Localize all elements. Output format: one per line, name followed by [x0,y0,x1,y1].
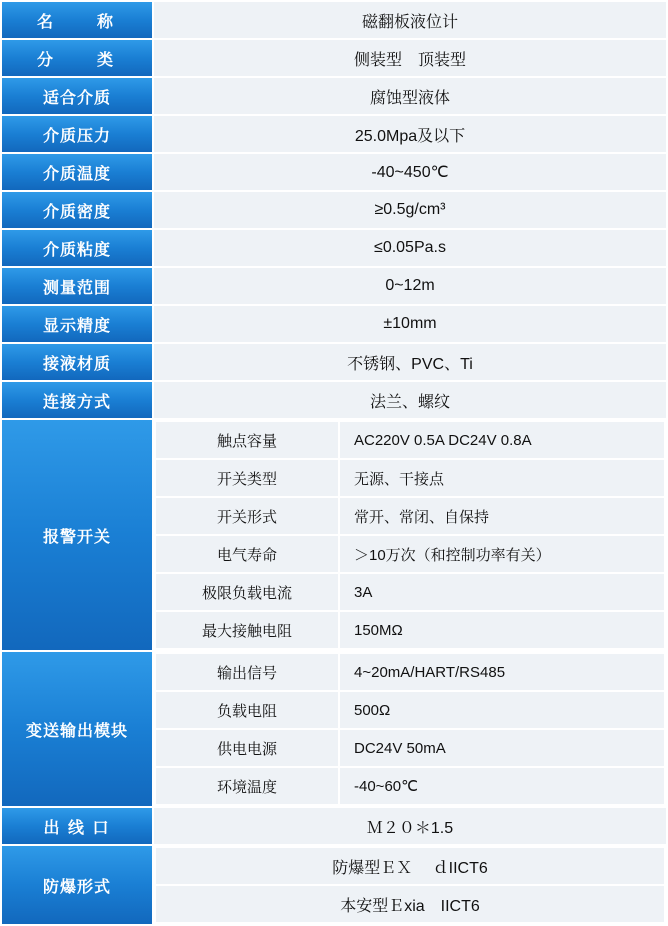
row-value-range: 0~12m [154,268,666,304]
row-value-medium: 腐蚀型液体 [154,78,666,114]
sub-label-limit-load-current: 极限负载电流 [156,574,338,610]
sub-label-contact-capacity: 触点容量 [156,422,338,458]
row-label-outlet: 出 线 口 [2,808,152,844]
table-row [156,768,664,804]
table-row [156,692,664,728]
sub-label-switch-form: 开关形式 [156,498,338,534]
row-label-range: 测量范围 [2,268,152,304]
table-row [156,422,664,458]
sub-label-max-contact-resistance: 最大接触电阻 [156,612,338,648]
table-row [156,574,664,610]
row-value-density: ≥0.5g/cm³ [154,192,666,228]
row-label-connection: 连接方式 [2,382,152,418]
row-value-viscosity: ≤0.05Pa.s [154,230,666,266]
transmitter-module-subtable [154,652,666,806]
table-row [2,78,666,114]
row-label-viscosity: 介质粘度 [2,230,152,266]
sub-value-contact-capacity: AC220V 0.5A DC24V 0.8A [340,422,664,458]
sub-value-intrinsic-safety: 本安型Ｅxia IICT6 [156,886,664,922]
row-value-temperature: -40~450℃ [154,154,666,190]
sub-value-output-signal: 4~20mA/HART/RS485 [340,654,664,690]
row-label-density: 介质密度 [2,192,152,228]
table-row [2,808,666,844]
table-row-transmitter-module [2,652,666,806]
sub-label-output-signal: 输出信号 [156,654,338,690]
table-row [2,192,666,228]
row-label-explosion-proof: 防爆形式 [2,846,152,924]
sub-value-ambient-temperature: -40~60℃ [340,768,664,804]
row-label-transmitter-module: 变送输出模块 [2,652,152,806]
sub-label-electrical-life: 电气寿命 [156,536,338,572]
row-value-outlet: Ｍ２０＊1.5 [154,808,666,844]
sub-value-max-contact-resistance: 150MΩ [340,612,664,648]
table-row [2,2,666,38]
table-row [2,306,666,342]
table-row [2,268,666,304]
row-value-pressure: 25.0Mpa及以下 [154,116,666,152]
alarm-switch-group [154,420,666,650]
row-value-accuracy: ±10mm [154,306,666,342]
row-label-pressure: 介质压力 [2,116,152,152]
sub-label-switch-type: 开关类型 [156,460,338,496]
table-row-explosion-proof [2,846,666,924]
row-label-category: 分 类 [2,40,152,76]
explosion-proof-subtable [154,846,666,924]
row-label-medium: 适合介质 [2,78,152,114]
row-value-wetted-material: 不锈钢、PVC、Ti [154,344,666,380]
row-value-category: 侧装型 顶装型 [154,40,666,76]
sub-value-explosion-proof-ex: 防爆型ＥＸ ｄIICT6 [156,848,664,884]
row-label-name: 名 称 [2,2,152,38]
sub-label-ambient-temperature: 环境温度 [156,768,338,804]
sub-value-switch-form: 常开、常闭、自保持 [340,498,664,534]
transmitter-module-group [154,652,666,806]
table-row [156,536,664,572]
sub-label-load-resistance: 负载电阻 [156,692,338,728]
alarm-switch-subtable [154,420,666,650]
table-row [2,40,666,76]
table-row [2,382,666,418]
table-row [156,848,664,884]
row-label-accuracy: 显示精度 [2,306,152,342]
sub-value-switch-type: 无源、干接点 [340,460,664,496]
table-row [2,154,666,190]
sub-value-power-supply: DC24V 50mA [340,730,664,766]
table-row [156,654,664,690]
explosion-proof-group [154,846,666,924]
table-row [156,886,664,922]
row-label-temperature: 介质温度 [2,154,152,190]
sub-value-limit-load-current: 3A [340,574,664,610]
table-row [2,230,666,266]
row-label-alarm-switch: 报警开关 [2,420,152,650]
row-value-connection: 法兰、螺纹 [154,382,666,418]
sub-value-load-resistance: 500Ω [340,692,664,728]
table-row [156,460,664,496]
table-row [156,612,664,648]
table-row [2,344,666,380]
table-row [2,116,666,152]
table-row-alarm-switch [2,420,666,650]
table-row [156,498,664,534]
sub-value-electrical-life: ＞10万次（和控制功率有关） [340,536,664,572]
sub-label-power-supply: 供电电源 [156,730,338,766]
row-label-wetted-material: 接液材质 [2,344,152,380]
row-value-name: 磁翻板液位计 [154,2,666,38]
table-row [156,730,664,766]
